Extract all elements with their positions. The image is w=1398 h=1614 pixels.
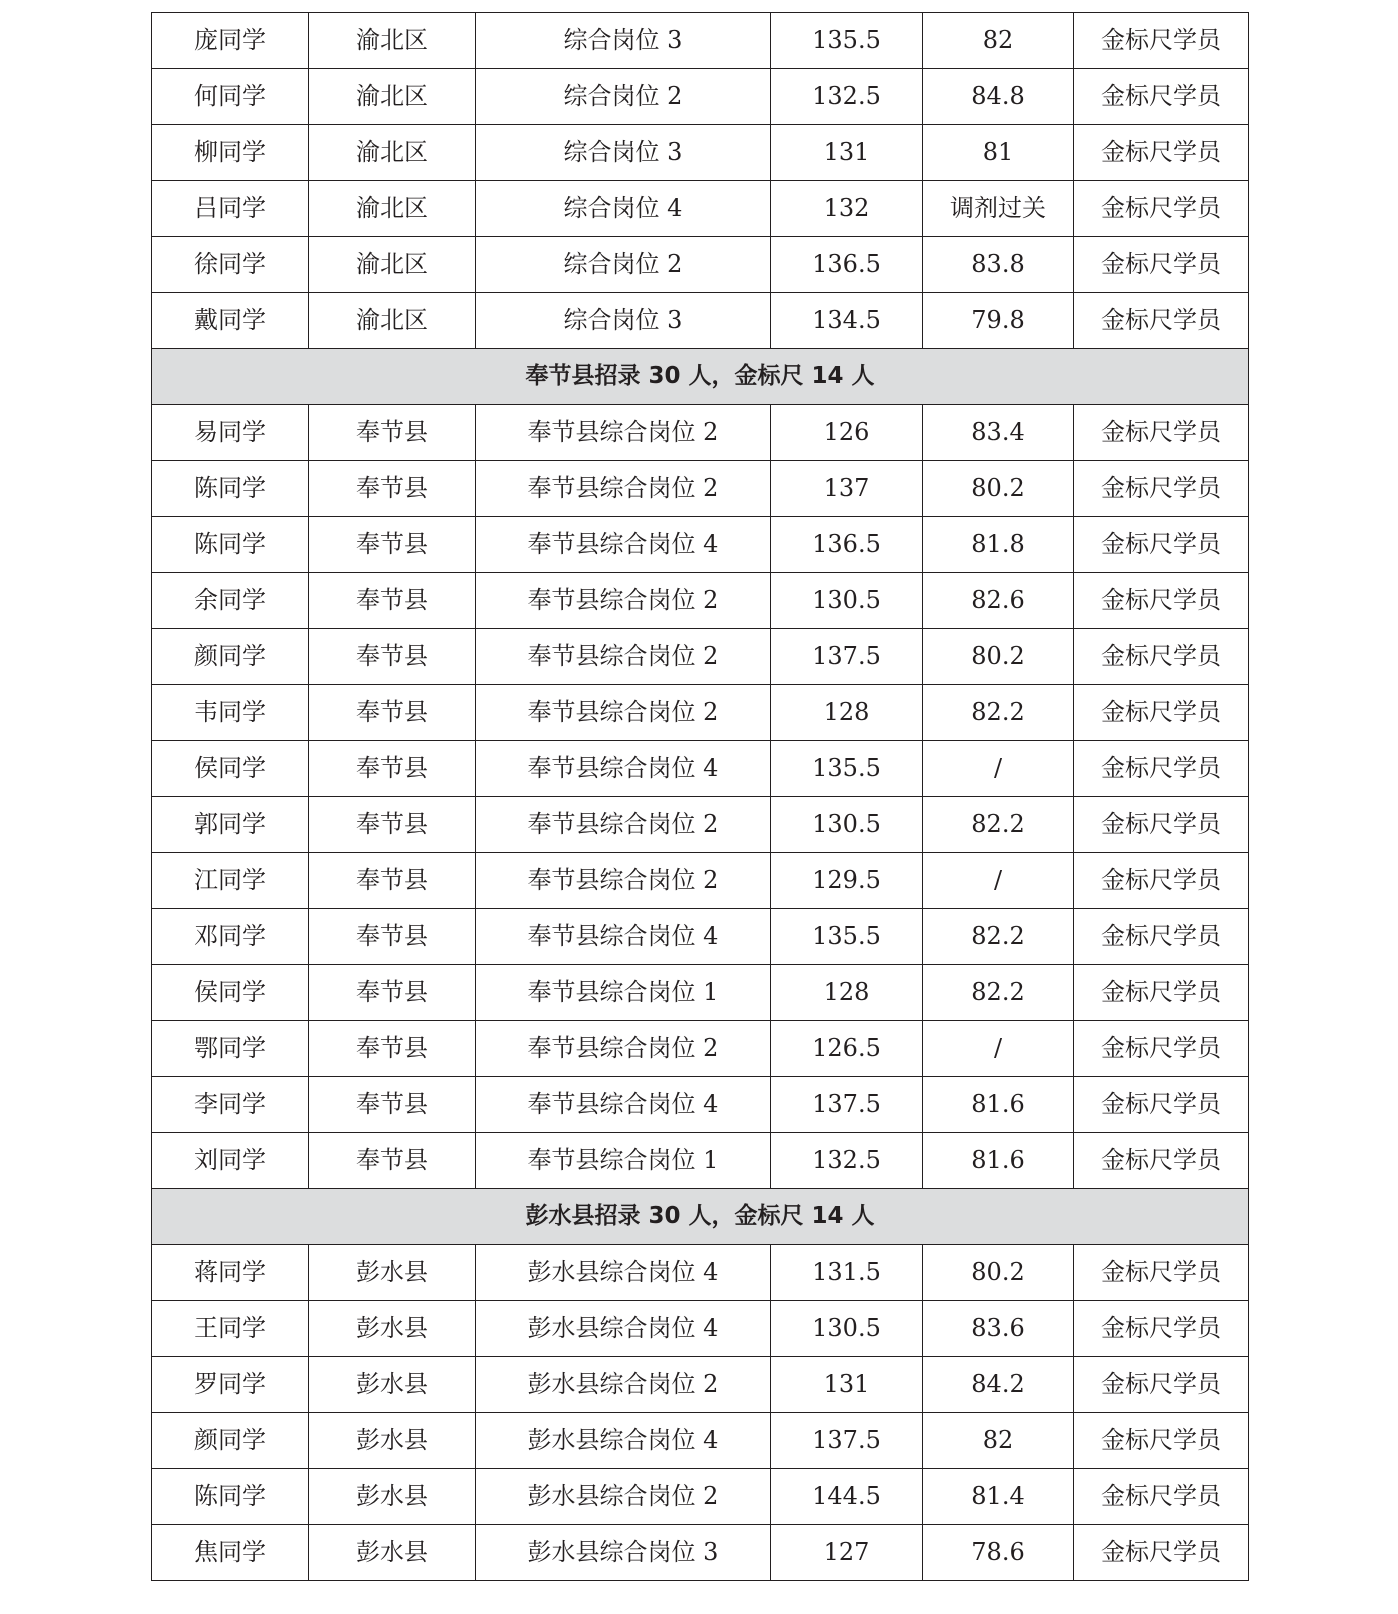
interview-score-cell: 84.2 — [923, 1357, 1074, 1413]
student-name-cell: 陈同学 — [152, 517, 309, 573]
district-cell: 奉节县 — [309, 741, 476, 797]
written-score-cell: 137.5 — [771, 1413, 923, 1469]
district-cell: 渝北区 — [309, 13, 476, 69]
table-row — [152, 1525, 1249, 1581]
table-row — [152, 237, 1249, 293]
student-type-cell: 金标尺学员 — [1074, 1357, 1249, 1413]
district-cell: 渝北区 — [309, 181, 476, 237]
student-name-cell: 柳同学 — [152, 125, 309, 181]
student-name-cell: 鄂同学 — [152, 1021, 309, 1077]
student-type-cell: 金标尺学员 — [1074, 573, 1249, 629]
student-type-cell: 金标尺学员 — [1074, 461, 1249, 517]
student-type-cell: 金标尺学员 — [1074, 1301, 1249, 1357]
student-type-cell: 金标尺学员 — [1074, 1469, 1249, 1525]
interview-score-cell: 81.8 — [923, 517, 1074, 573]
table-row — [152, 517, 1249, 573]
position-cell: 奉节县综合岗位 1 — [476, 1133, 771, 1189]
student-type-cell: 金标尺学员 — [1074, 1245, 1249, 1301]
district-cell: 渝北区 — [309, 69, 476, 125]
position-cell: 彭水县综合岗位 4 — [476, 1301, 771, 1357]
interview-score-cell: 调剂过关 — [923, 181, 1074, 237]
interview-score-cell: 79.8 — [923, 293, 1074, 349]
student-name-cell: 罗同学 — [152, 1357, 309, 1413]
position-cell: 综合岗位 2 — [476, 69, 771, 125]
student-type-cell: 金标尺学员 — [1074, 741, 1249, 797]
interview-score-cell: 83.4 — [923, 405, 1074, 461]
student-type-cell: 金标尺学员 — [1074, 853, 1249, 909]
interview-score-cell: 80.2 — [923, 1245, 1074, 1301]
student-type-cell: 金标尺学员 — [1074, 405, 1249, 461]
district-cell: 奉节县 — [309, 685, 476, 741]
district-cell: 渝北区 — [309, 293, 476, 349]
table-row — [152, 909, 1249, 965]
student-name-cell: 陈同学 — [152, 1469, 309, 1525]
position-cell: 奉节县综合岗位 4 — [476, 909, 771, 965]
written-score-cell: 135.5 — [771, 741, 923, 797]
table-row — [152, 1245, 1249, 1301]
student-type-cell: 金标尺学员 — [1074, 1413, 1249, 1469]
written-score-cell: 136.5 — [771, 517, 923, 573]
student-name-cell: 王同学 — [152, 1301, 309, 1357]
student-type-cell: 金标尺学员 — [1074, 517, 1249, 573]
student-name-cell: 侯同学 — [152, 741, 309, 797]
student-name-cell: 李同学 — [152, 1077, 309, 1133]
position-cell: 奉节县综合岗位 1 — [476, 965, 771, 1021]
student-type-cell: 金标尺学员 — [1074, 69, 1249, 125]
position-cell: 奉节县综合岗位 2 — [476, 461, 771, 517]
interview-score-cell: 82.2 — [923, 909, 1074, 965]
position-cell: 奉节县综合岗位 2 — [476, 853, 771, 909]
written-score-cell: 131.5 — [771, 1245, 923, 1301]
written-score-cell: 137.5 — [771, 629, 923, 685]
table-row — [152, 125, 1249, 181]
interview-score-cell: / — [923, 1021, 1074, 1077]
position-cell: 彭水县综合岗位 4 — [476, 1413, 771, 1469]
position-cell: 彭水县综合岗位 2 — [476, 1469, 771, 1525]
district-cell: 奉节县 — [309, 517, 476, 573]
student-name-cell: 吕同学 — [152, 181, 309, 237]
interview-score-cell: 80.2 — [923, 629, 1074, 685]
written-score-cell: 132.5 — [771, 1133, 923, 1189]
interview-score-cell: 81.6 — [923, 1077, 1074, 1133]
position-cell: 综合岗位 3 — [476, 125, 771, 181]
table-row — [152, 573, 1249, 629]
position-cell: 奉节县综合岗位 2 — [476, 629, 771, 685]
student-name-cell: 何同学 — [152, 69, 309, 125]
written-score-cell: 136.5 — [771, 237, 923, 293]
written-score-cell: 132.5 — [771, 69, 923, 125]
interview-score-cell: 81 — [923, 125, 1074, 181]
written-score-cell: 135.5 — [771, 909, 923, 965]
table-row — [152, 1077, 1249, 1133]
student-type-cell: 金标尺学员 — [1074, 1077, 1249, 1133]
table-row — [152, 293, 1249, 349]
interview-score-cell: 82 — [923, 13, 1074, 69]
student-name-cell: 戴同学 — [152, 293, 309, 349]
student-type-cell: 金标尺学员 — [1074, 965, 1249, 1021]
table-row — [152, 965, 1249, 1021]
written-score-cell: 137.5 — [771, 1077, 923, 1133]
position-cell: 奉节县综合岗位 2 — [476, 797, 771, 853]
student-name-cell: 焦同学 — [152, 1525, 309, 1581]
district-cell: 彭水县 — [309, 1525, 476, 1581]
district-cell: 奉节县 — [309, 405, 476, 461]
table-row — [152, 1413, 1249, 1469]
interview-score-cell: 83.8 — [923, 237, 1074, 293]
position-cell: 彭水县综合岗位 3 — [476, 1525, 771, 1581]
section-title: 彭水县招录 30 人，金标尺 14 人 — [152, 1189, 1249, 1245]
written-score-cell: 131 — [771, 1357, 923, 1413]
district-cell: 彭水县 — [309, 1469, 476, 1525]
student-type-cell: 金标尺学员 — [1074, 181, 1249, 237]
district-cell: 渝北区 — [309, 125, 476, 181]
table-row — [152, 405, 1249, 461]
district-cell: 奉节县 — [309, 965, 476, 1021]
student-type-cell: 金标尺学员 — [1074, 13, 1249, 69]
table-row — [152, 741, 1249, 797]
table-row — [152, 181, 1249, 237]
district-cell: 彭水县 — [309, 1245, 476, 1301]
interview-score-cell: 81.6 — [923, 1133, 1074, 1189]
position-cell: 彭水县综合岗位 4 — [476, 1245, 771, 1301]
table-row — [152, 1021, 1249, 1077]
section-title: 奉节县招录 30 人，金标尺 14 人 — [152, 349, 1249, 405]
written-score-cell: 137 — [771, 461, 923, 517]
written-score-cell: 132 — [771, 181, 923, 237]
position-cell: 奉节县综合岗位 4 — [476, 741, 771, 797]
student-type-cell: 金标尺学员 — [1074, 909, 1249, 965]
district-cell: 奉节县 — [309, 461, 476, 517]
student-type-cell: 金标尺学员 — [1074, 237, 1249, 293]
interview-score-cell: 82.2 — [923, 965, 1074, 1021]
table-row — [152, 69, 1249, 125]
table-row — [152, 1469, 1249, 1525]
position-cell: 综合岗位 3 — [476, 13, 771, 69]
section-header-row — [152, 349, 1249, 405]
district-cell: 奉节县 — [309, 853, 476, 909]
interview-score-cell: 78.6 — [923, 1525, 1074, 1581]
written-score-cell: 130.5 — [771, 573, 923, 629]
student-name-cell: 颜同学 — [152, 629, 309, 685]
student-name-cell: 徐同学 — [152, 237, 309, 293]
section-header-row — [152, 1189, 1249, 1245]
table-row — [152, 461, 1249, 517]
student-name-cell: 易同学 — [152, 405, 309, 461]
student-type-cell: 金标尺学员 — [1074, 685, 1249, 741]
results-table — [151, 12, 1249, 1581]
table-row — [152, 1301, 1249, 1357]
district-cell: 彭水县 — [309, 1357, 476, 1413]
position-cell: 奉节县综合岗位 2 — [476, 405, 771, 461]
interview-score-cell: / — [923, 741, 1074, 797]
written-score-cell: 127 — [771, 1525, 923, 1581]
student-type-cell: 金标尺学员 — [1074, 1133, 1249, 1189]
interview-score-cell: 80.2 — [923, 461, 1074, 517]
district-cell: 奉节县 — [309, 909, 476, 965]
interview-score-cell: 82.2 — [923, 685, 1074, 741]
interview-score-cell: 84.8 — [923, 69, 1074, 125]
student-type-cell: 金标尺学员 — [1074, 1021, 1249, 1077]
student-name-cell: 邓同学 — [152, 909, 309, 965]
table-row — [152, 853, 1249, 909]
student-name-cell: 蒋同学 — [152, 1245, 309, 1301]
written-score-cell: 131 — [771, 125, 923, 181]
written-score-cell: 130.5 — [771, 1301, 923, 1357]
interview-score-cell: 82 — [923, 1413, 1074, 1469]
student-name-cell: 庞同学 — [152, 13, 309, 69]
student-name-cell: 陈同学 — [152, 461, 309, 517]
table-row — [152, 797, 1249, 853]
written-score-cell: 134.5 — [771, 293, 923, 349]
interview-score-cell: 81.4 — [923, 1469, 1074, 1525]
position-cell: 综合岗位 4 — [476, 181, 771, 237]
student-name-cell: 江同学 — [152, 853, 309, 909]
district-cell: 奉节县 — [309, 1021, 476, 1077]
table-row — [152, 685, 1249, 741]
district-cell: 奉节县 — [309, 629, 476, 685]
student-type-cell: 金标尺学员 — [1074, 629, 1249, 685]
student-name-cell: 韦同学 — [152, 685, 309, 741]
student-name-cell: 刘同学 — [152, 1133, 309, 1189]
table-row — [152, 1133, 1249, 1189]
written-score-cell: 126 — [771, 405, 923, 461]
written-score-cell: 144.5 — [771, 1469, 923, 1525]
table-row — [152, 13, 1249, 69]
district-cell: 渝北区 — [309, 237, 476, 293]
position-cell: 彭水县综合岗位 2 — [476, 1357, 771, 1413]
student-name-cell: 侯同学 — [152, 965, 309, 1021]
position-cell: 综合岗位 2 — [476, 237, 771, 293]
student-type-cell: 金标尺学员 — [1074, 293, 1249, 349]
written-score-cell: 128 — [771, 685, 923, 741]
district-cell: 奉节县 — [309, 1133, 476, 1189]
written-score-cell: 130.5 — [771, 797, 923, 853]
position-cell: 奉节县综合岗位 4 — [476, 1077, 771, 1133]
district-cell: 奉节县 — [309, 797, 476, 853]
written-score-cell: 126.5 — [771, 1021, 923, 1077]
student-name-cell: 郭同学 — [152, 797, 309, 853]
position-cell: 奉节县综合岗位 4 — [476, 517, 771, 573]
student-type-cell: 金标尺学员 — [1074, 1525, 1249, 1581]
table-row — [152, 629, 1249, 685]
position-cell: 奉节县综合岗位 2 — [476, 685, 771, 741]
student-name-cell: 颜同学 — [152, 1413, 309, 1469]
interview-score-cell: 83.6 — [923, 1301, 1074, 1357]
district-cell: 奉节县 — [309, 573, 476, 629]
interview-score-cell: 82.2 — [923, 797, 1074, 853]
district-cell: 奉节县 — [309, 1077, 476, 1133]
district-cell: 彭水县 — [309, 1301, 476, 1357]
interview-score-cell: 82.6 — [923, 573, 1074, 629]
district-cell: 彭水县 — [309, 1413, 476, 1469]
interview-score-cell: / — [923, 853, 1074, 909]
table-row — [152, 1357, 1249, 1413]
student-type-cell: 金标尺学员 — [1074, 797, 1249, 853]
results-table-body — [152, 13, 1249, 1581]
written-score-cell: 129.5 — [771, 853, 923, 909]
written-score-cell: 128 — [771, 965, 923, 1021]
position-cell: 综合岗位 3 — [476, 293, 771, 349]
position-cell: 奉节县综合岗位 2 — [476, 1021, 771, 1077]
student-name-cell: 余同学 — [152, 573, 309, 629]
student-type-cell: 金标尺学员 — [1074, 125, 1249, 181]
position-cell: 奉节县综合岗位 2 — [476, 573, 771, 629]
written-score-cell: 135.5 — [771, 13, 923, 69]
